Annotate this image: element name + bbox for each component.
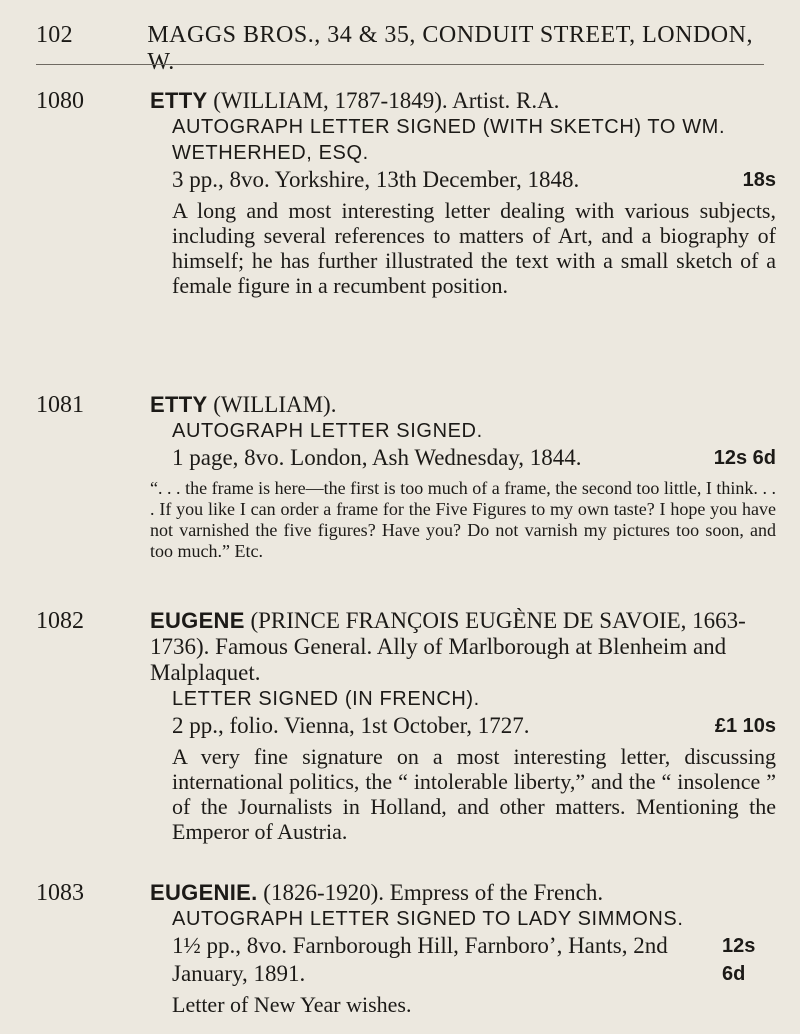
item-details-row: [172, 166, 776, 194]
page-running-title: MAGGS BROS., 34 & 35, CONDUIT STREET, LONDON, W.: [147, 22, 753, 75]
entry-name: EUGENE: [150, 608, 245, 633]
item-details-row: [172, 712, 776, 740]
item-price: 18s: [742, 169, 776, 191]
page-number: 102: [36, 22, 73, 48]
item-details: 3 pp., 8vo. Yorkshire, 13th December, 1848.: [172, 167, 580, 192]
item-title: AUTOGRAPH LETTER SIGNED TO LADY SIMMONS.: [172, 908, 684, 930]
entry-name: ETTY: [150, 392, 208, 417]
entry-name: EUGENIE.: [150, 880, 258, 905]
catalogue-entry: [36, 608, 776, 844]
entry-heading-text: (1826-1920). Empress of the French.: [257, 880, 604, 905]
entry-heading-text: (WILLIAM).: [207, 392, 337, 417]
item-details-row: [172, 444, 776, 472]
item-title: LETTER SIGNED (IN FRENCH).: [172, 688, 480, 710]
item-title: AUTOGRAPH LETTER SIGNED.: [172, 420, 483, 442]
item-price: £1 10s: [714, 715, 776, 737]
lot-number: 1083: [36, 880, 84, 906]
entry-name: ETTY: [150, 88, 208, 113]
item-quotation: “. . . the frame is here—the first is too much of a frame, the second too little, I think. . . . If you like I can order a frame for the Five Figures to my own taste? I hope you have not varnished the five figures? Have you? Do not varnish my pictures too soon, and too much.” Etc.: [150, 478, 776, 561]
header-rule: [36, 64, 764, 65]
entry-heading-text: (WILLIAM, 1787-1849). Artist. R.A.: [207, 88, 560, 113]
item-description: A long and most interesting letter dealing with various subjects, including several references to matters of Art, and a biography of himself; he has further illustrated the text with a small sketch of a female figure in a recumbent position.: [172, 198, 776, 298]
catalogue-entry: [36, 392, 776, 562]
item-details: 2 pp., folio. Vienna, 1st October, 1727.: [172, 713, 530, 738]
item-price: 12s 6d: [722, 935, 756, 985]
catalogue-entry: [36, 88, 776, 298]
item-details-row: [172, 932, 776, 988]
lot-number: 1082: [36, 608, 84, 634]
item-details: 1½ pp., 8vo. Farnborough Hill, Farnboro’, Hants, 2nd January, 1891.: [172, 933, 668, 986]
item-details: 1 page, 8vo. London, Ash Wednesday, 1844.: [172, 445, 582, 470]
item-price: 12s 6d: [713, 447, 776, 469]
page-header: [36, 22, 766, 76]
entry-heading: [150, 608, 776, 686]
item-title: AUTOGRAPH LETTER SIGNED (WITH SKETCH) TO WM. WETHERHED, ESQ.: [172, 116, 726, 164]
catalogue-entry: [36, 880, 776, 1017]
item-description: A very fine signature on a most interesting letter, discussing international politics, the “ intolerable liberty,” and the “ insolence ” of the Journalists in Holland, and other matters. Mentioning the Emperor of Austria.: [172, 744, 776, 844]
lot-number: 1080: [36, 88, 84, 114]
entry-heading-text: (PRINCE FRANÇOIS EUGÈNE DE SAVOIE, 1663-1736). Famous General. Ally of Marlborough at Blenheim and Malplaquet.: [150, 608, 746, 685]
entry-heading: [150, 392, 776, 418]
item-description: Letter of New Year wishes.: [172, 992, 412, 1017]
lot-number: 1081: [36, 392, 84, 418]
entry-heading: [150, 880, 776, 906]
entry-heading: [150, 88, 776, 114]
